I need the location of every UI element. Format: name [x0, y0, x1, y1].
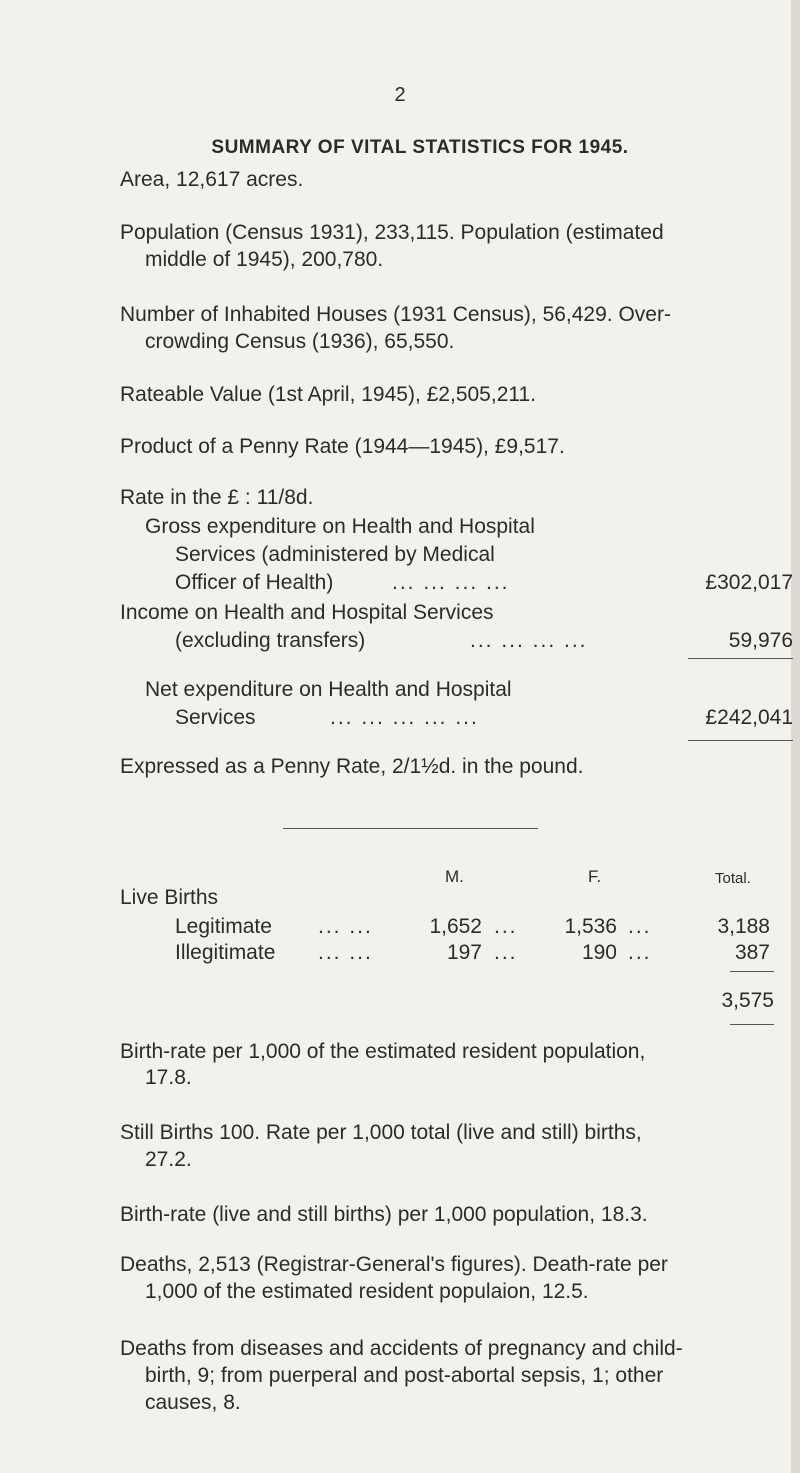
expressed-line: Expressed as a Penny Rate, 2/1½d. in the pound. [120, 755, 584, 778]
rate-in-pound-line: Rate in the £ : 11/8d. [120, 486, 314, 509]
population-line-1: Population (Census 1931), 233,115. Population (estimated [120, 221, 664, 244]
page-number: 2 [394, 84, 406, 106]
legitimate-label: Legitimate [175, 915, 272, 938]
legitimate-leaders-1: ... ... [318, 915, 373, 938]
births-grand-total: 3,575 [721, 989, 774, 1012]
illegitimate-female: 190 [581, 941, 617, 964]
deaths-line-2: 1,000 of the estimated resident populaion, 12.5. [145, 1280, 589, 1303]
birth-rate-live-still-line: Birth-rate (live and still births) per 1,000 population, 18.3. [120, 1203, 648, 1226]
illegitimate-leaders-1: ... ... [318, 941, 373, 964]
gross-line-3: Officer of Health) [175, 571, 334, 594]
net-line-2: Services [175, 706, 256, 729]
area-line: Area, 12,617 acres. [120, 168, 304, 191]
subtotal-rule [688, 658, 793, 659]
maternal-deaths-line-2: birth, 9; from puerperal and post-abortal sepsis, 1; other [145, 1364, 664, 1387]
penny-rate-line: Product of a Penny Rate (1944—1945), £9,517. [120, 435, 565, 458]
births-total-rule [730, 971, 774, 972]
birth-rate-line-1: Birth-rate per 1,000 of the estimated resident population, [120, 1040, 646, 1063]
legitimate-female: 1,536 [564, 915, 617, 938]
live-births-label: Live Births [120, 886, 219, 909]
income-leaders: ... ... ... ... [470, 629, 588, 652]
section-divider [283, 828, 538, 829]
illegitimate-total: 387 [734, 941, 770, 964]
income-line-2: (excluding transfers) [175, 629, 366, 652]
header-male: M. [445, 867, 464, 886]
illegitimate-leaders-3: ... [628, 941, 652, 964]
income-line-1: Income on Health and Hospital Services [120, 601, 494, 624]
legitimate-total: 3,188 [717, 915, 770, 938]
header-total: Total. [715, 870, 751, 887]
net-leaders: ... ... ... ... ... [330, 706, 479, 729]
illegitimate-male: 197 [446, 941, 482, 964]
rateable-value-line: Rateable Value (1st April, 1945), £2,505,211. [120, 383, 537, 406]
population-line-2: middle of 1945), 200,780. [145, 248, 384, 271]
gross-line-1: Gross expenditure on Health and Hospital [145, 515, 535, 538]
legitimate-leaders-2: ... [494, 915, 518, 938]
legitimate-male: 1,652 [429, 915, 482, 938]
income-amount: 59,976 [728, 629, 793, 652]
birth-rate-line-2: 17.8. [145, 1066, 192, 1089]
gross-line-2: Services (administered by Medical [175, 543, 495, 566]
legitimate-leaders-3: ... [628, 915, 652, 938]
illegitimate-label: Illegitimate [175, 941, 276, 964]
deaths-line-1: Deaths, 2,513 (Registrar-General's figures). Death-rate per [120, 1253, 668, 1276]
gross-amount: £302,017 [705, 571, 793, 594]
maternal-deaths-line-3: causes, 8. [145, 1391, 241, 1414]
header-female: F. [588, 867, 602, 886]
net-amount: £242,041 [705, 706, 793, 729]
page-edge [791, 0, 800, 1473]
houses-line-2: crowding Census (1936), 65,550. [145, 330, 455, 353]
maternal-deaths-line-1: Deaths from diseases and accidents of pregnancy and child- [120, 1337, 683, 1360]
page-title: SUMMARY OF VITAL STATISTICS FOR 1945. [211, 137, 629, 158]
still-births-line-1: Still Births 100. Rate per 1,000 total (live and still) births, [120, 1121, 642, 1144]
illegitimate-leaders-2: ... [494, 941, 518, 964]
still-births-line-2: 27.2. [145, 1148, 192, 1171]
gross-leaders: ... ... ... ... [392, 571, 510, 594]
net-line-1: Net expenditure on Health and Hospital [145, 678, 512, 701]
net-total-rule [688, 740, 793, 741]
houses-line-1: Number of Inhabited Houses (1931 Census), 56,429. Over- [120, 303, 671, 326]
births-total-rule-bottom [730, 1024, 774, 1025]
